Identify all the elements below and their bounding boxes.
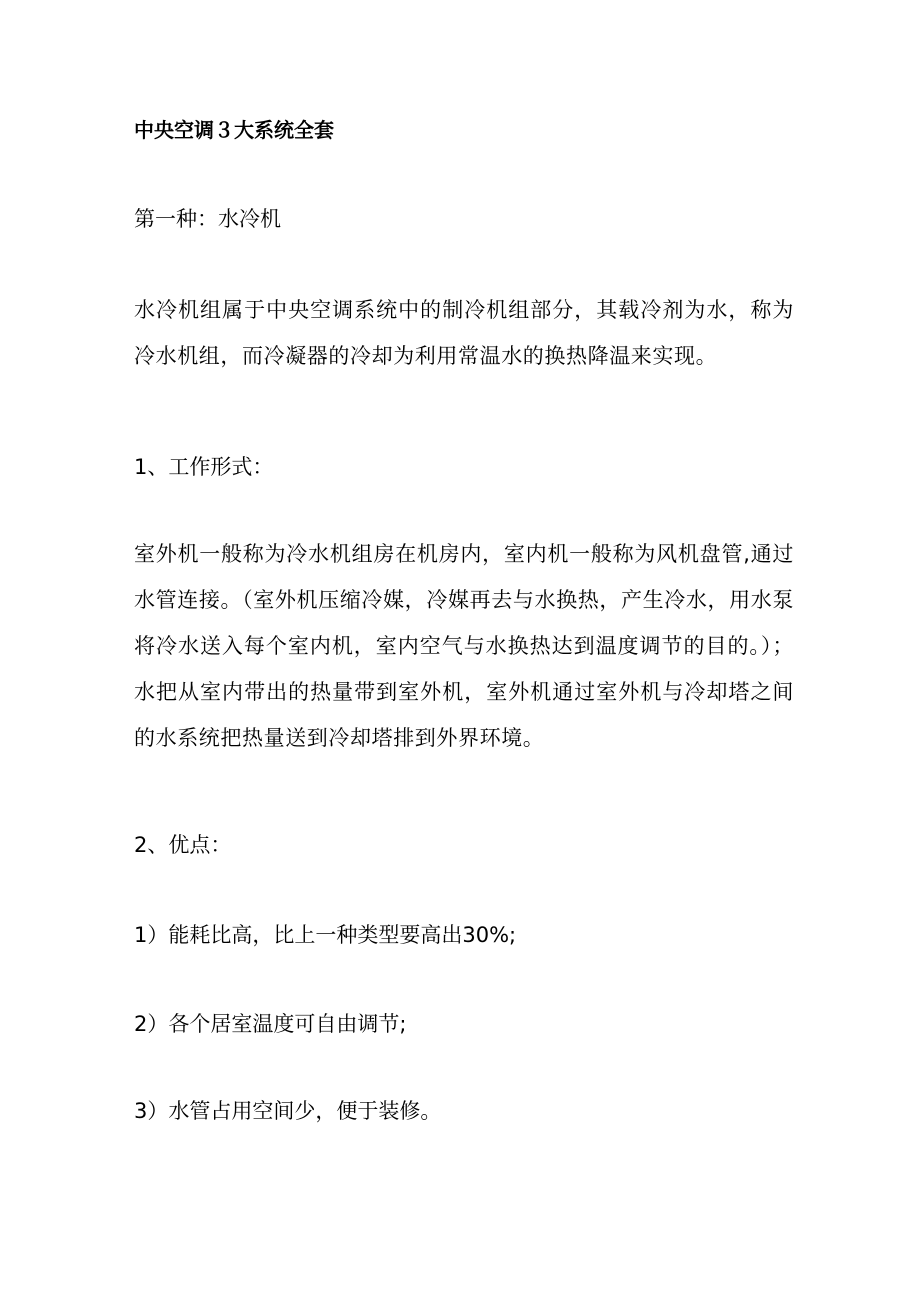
document-title: 中央空调３大系统全套 — [134, 118, 334, 142]
work-form-paragraph: 室外机一般称为冷水机组房在机房内，室内机一般称为风机盘管,通过水管连接。（室外机压缩冷媒，冷媒再去与水换热，产生冷水，用水泵将冷水送入每个室内机，室内空气与水换热达到温度调节的目的。）；水把从室内带出的热量带到室外机，室外机通过室外机与冷却塔之间的水系统把热量送到冷却塔排到外界环境。 — [134, 542, 794, 750]
advantage-item: 1）能耗比高，比上一种类型要高出30%; — [134, 923, 517, 947]
advantage-item: 3）水管占用空间少，便于装修。 — [134, 1099, 442, 1123]
advantage-item: 2）各个居室温度可自由调节; — [134, 1012, 407, 1036]
work-form-heading: 1、工作形式： — [134, 455, 274, 479]
section-heading: 第一种：水冷机 — [134, 207, 281, 231]
intro-paragraph: 水冷机组属于中央空调系统中的制冷机组部分，其载冷剂为水，称为冷水机组，而冷凝器的冷却为利用常温水的换热降温来实现。 — [134, 298, 794, 368]
advantages-heading: 2、优点： — [134, 833, 232, 857]
